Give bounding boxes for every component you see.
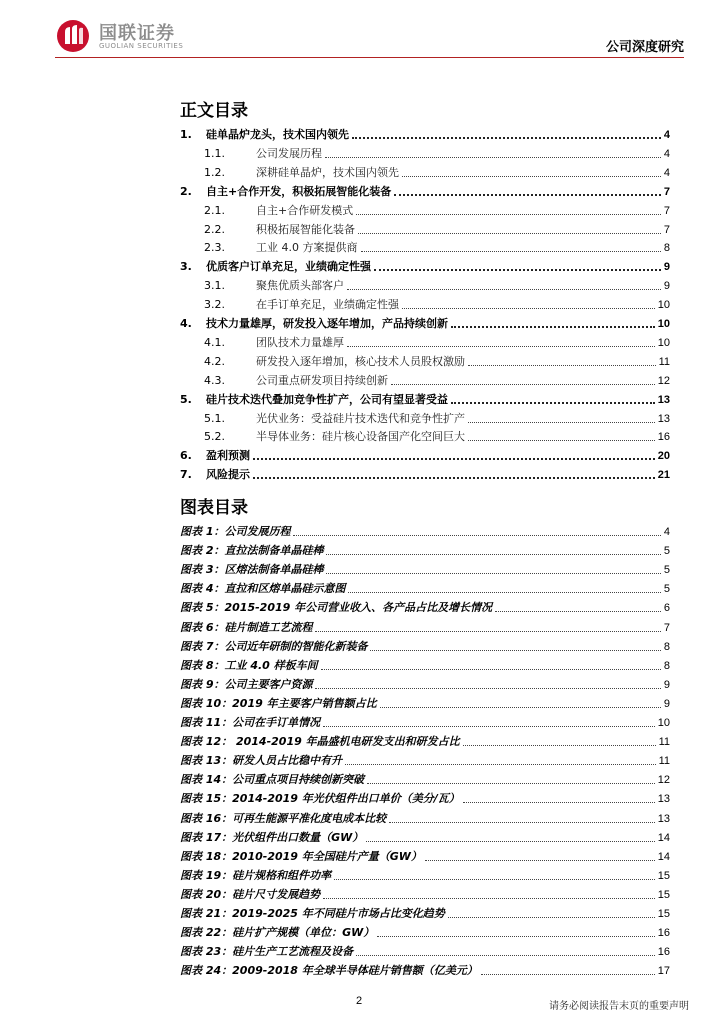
dot-leader [451,401,655,404]
entry-title: 硅单晶炉龙头，技术国内领先 [206,128,349,141]
dot-leader [315,630,660,632]
figures-heading: 图表目录 [180,498,248,518]
dot-leader [481,973,655,975]
entry-page-number: 7 [663,204,670,217]
entry-title: 图表 22：硅片扩产规模（单位：GW） [180,926,375,940]
dot-leader [370,649,660,651]
figure-entry[interactable] [180,693,670,711]
entry-page-number: 4 [663,147,670,160]
entry-number: 4.1. [204,335,225,349]
entry-title: 图表 13：研发人员占比稳中有升 [180,754,343,768]
entry-page-number: 4 [663,129,670,141]
toc-entry[interactable] [180,464,670,482]
entry-title: 公司发展历程 [256,146,322,160]
figure-entry[interactable] [180,808,670,826]
entry-title: 图表 17：光伏组件出口数量（GW） [180,830,364,844]
entry-number: 3. [180,260,192,274]
entry-page-number: 14 [657,831,670,844]
entry-number: 2.3. [204,241,225,255]
dot-leader [334,878,655,880]
entry-title: 积极拓展智能化装备 [256,222,355,236]
entry-page-number: 10 [657,318,670,330]
entry-number: 2.1. [204,203,225,217]
toc-entry[interactable] [180,313,670,331]
entry-title: 公司重点研发项目持续创新 [256,373,388,387]
entry-title: 工业 4.0 方案提供商 [256,241,358,255]
entry-page-number: 13 [657,412,670,425]
entry-page-number: 13 [657,793,670,806]
entry-title: 聚焦优质头部客户 [256,279,344,293]
figure-entry[interactable] [180,884,670,902]
disclaimer-note: 请务必阅读报告末页的重要声明 [549,1001,689,1012]
entry-number: 5.2. [204,430,225,444]
entry-title: 图表 16：可再生能源平准化度电成本比较 [180,811,387,825]
dot-leader [361,250,661,252]
figure-entry[interactable] [180,827,670,845]
figure-entry[interactable] [180,750,670,768]
entry-page-number: 17 [657,965,670,978]
figure-entry[interactable] [180,674,670,692]
entry-title: 优质客户订单充足，业绩确定性强 [206,260,371,274]
toc-entry[interactable] [180,124,670,142]
entry-number: 2.2. [204,222,225,236]
dot-leader [347,288,661,290]
header-divider [55,57,684,58]
figure-entry[interactable] [180,597,670,615]
entry-page-number: 7 [663,185,670,198]
entry-page-number: 15 [657,908,670,920]
toc-entry[interactable] [180,256,670,274]
dot-leader [315,687,660,689]
figure-entry[interactable] [180,788,670,806]
toc-entry[interactable] [180,219,670,237]
dot-leader [356,213,661,215]
dot-leader [253,476,655,479]
entry-title: 图表 5：2015-2019 年公司营业收入、各产品占比及增长情况 [180,601,493,615]
toc-entry[interactable] [180,389,670,407]
entry-title: 图表 24：2009-2018 年全球半导体硅片销售额（亿美元） [180,964,478,978]
entry-number: 1.1. [204,146,225,160]
dot-leader [323,725,655,727]
entry-title: 图表 9：公司主要客户资源 [180,677,313,691]
entry-title: 图表 4：直拉和区熔单晶硅示意图 [180,582,346,596]
entry-page-number: 14 [657,850,670,863]
entry-title: 盈利预测 [206,449,250,463]
page-header [0,0,724,60]
figure-entry[interactable] [180,578,670,596]
dot-leader [323,897,655,899]
figure-entry[interactable] [180,922,670,940]
entry-page-number: 7 [663,621,670,634]
toc-entry[interactable] [180,143,670,161]
entry-page-number: 16 [657,946,670,959]
entry-title: 自主+合作开发，积极拓展智能化装备 [206,184,392,198]
document-type: 公司深度研究 [605,40,684,55]
entry-number: 5.1. [204,411,225,425]
entry-title: 技术力量雄厚，研发投入逐年增加，产品持续创新 [206,317,448,330]
entry-page-number: 11 [658,755,670,768]
entry-title: 研发投入逐年增加，核心技术人员股权激励 [256,354,465,368]
figure-entry[interactable] [180,712,670,730]
dot-leader [394,193,661,196]
entry-page-number: 5 [663,583,670,596]
toc-entry[interactable] [180,181,670,199]
dot-leader [358,232,661,234]
dot-leader [495,610,661,612]
toc-entry[interactable] [180,445,670,463]
figure-entry[interactable] [180,636,670,654]
entry-title: 图表 20：硅片尺寸发展趋势 [180,887,321,901]
entry-title: 图表 11：公司在手订单情况 [180,716,321,729]
entry-page-number: 20 [657,450,670,463]
entry-title: 图表 1：公司发展历程 [180,525,291,538]
toc-entry[interactable] [180,294,670,312]
entry-title: 自主+合作研发模式 [256,203,354,217]
entry-page-number: 8 [663,659,670,672]
toc-entry[interactable] [180,237,670,255]
entry-page-number: 5 [663,545,670,558]
dot-leader [326,553,660,555]
entry-title: 图表 10：2019 年主要客户销售额占比 [180,696,377,710]
entry-title: 图表 12： 2014-2019 年晶盛机电研发支出和研发占比 [180,735,460,749]
toc-entry[interactable] [180,162,670,180]
toc-entry[interactable] [180,275,670,293]
entry-page-number: 10 [657,336,670,349]
entry-page-number: 16 [657,431,670,444]
entry-page-number: 8 [663,242,670,255]
dot-leader [326,572,660,574]
entry-page-number: 10 [657,299,670,312]
entry-page-number: 15 [657,888,670,901]
entry-number: 4. [180,317,192,330]
entry-page-number: 12 [657,774,670,787]
entry-page-number: 13 [657,812,670,825]
entry-title: 半导体业务：硅片核心设备国产化空间巨大 [256,430,465,444]
figure-entry[interactable] [180,846,670,864]
entry-page-number: 7 [663,223,670,236]
page-number: 2 [356,995,363,1007]
toc-entry[interactable] [180,370,670,388]
entry-title: 光伏业务：受益硅片技术迭代和竞争性扩产 [256,411,465,425]
dot-leader [448,916,655,918]
entry-page-number: 9 [663,261,670,274]
entry-page-number: 8 [663,640,670,653]
entry-title: 团队技术力量雄厚 [256,335,344,349]
figure-entry[interactable] [180,731,670,749]
toc-heading: 正文目录 [180,101,248,121]
entry-number: 6. [180,449,192,463]
dot-leader [367,782,655,784]
dot-leader [468,364,656,366]
entry-title: 图表 6：硅片制造工艺流程 [180,620,313,634]
dot-leader [468,421,655,423]
entry-title: 图表 14：公司重点项目持续创新突破 [180,773,365,787]
figure-entry[interactable] [180,617,670,635]
figure-entry[interactable] [180,865,670,883]
guolian-logo-icon [55,18,91,54]
entry-title: 图表 3：区熔法制备单晶硅棒 [180,563,324,577]
entry-page-number: 12 [657,374,670,387]
dot-leader [325,156,661,158]
entry-title: 图表 7：公司近年研制的智能化新装备 [180,639,368,653]
entry-page-number: 16 [657,927,670,940]
entry-number: 2. [180,184,192,198]
entry-page-number: 9 [663,280,670,293]
entry-page-number: 15 [657,869,670,882]
entry-number: 1. [180,128,192,141]
figure-entry[interactable] [180,559,670,577]
entry-title: 图表 2：直拉法制备单晶硅棒 [180,544,324,558]
entry-number: 7. [180,468,192,482]
dot-leader [402,175,661,177]
entry-title: 硅片技术迭代叠加竞争性扩产，公司有望显著受益 [206,392,448,406]
dot-leader [366,840,654,842]
dot-leader [348,591,660,593]
entry-title: 图表 23：硅片生产工艺流程及设备 [180,945,354,959]
figure-entry[interactable] [180,540,670,558]
entry-page-number: 9 [663,678,670,691]
entry-page-number: 9 [663,697,670,710]
toc-entry[interactable] [180,332,670,350]
entry-title: 图表 19：硅片规格和组件功率 [180,868,332,882]
dot-leader [356,954,655,956]
entry-page-number: 4 [663,526,670,538]
dot-leader [253,457,655,460]
dot-leader [402,307,655,309]
dot-leader [463,801,655,803]
entry-page-number: 11 [658,736,670,749]
entry-title: 图表 15：2014-2019 年光伏组件出口单价（美分/瓦） [180,792,460,806]
entry-title: 深耕硅单晶炉，技术国内领先 [256,165,399,179]
entry-title: 图表 21：2019-2025 年不同硅片市场占比变化趋势 [180,907,445,920]
dot-leader [391,383,655,385]
figure-entry[interactable] [180,769,670,787]
toc-entry[interactable] [180,200,670,218]
entry-page-number: 21 [657,469,670,482]
dot-leader [347,345,655,347]
entry-title: 图表 8：工业 4.0 样板车间 [180,658,318,672]
dot-leader [345,763,655,765]
dot-leader [321,668,661,670]
entry-page-number: 13 [657,393,670,406]
figure-entry[interactable] [180,960,670,978]
entry-number: 4.3. [204,373,225,387]
dot-leader [468,439,655,441]
entry-number: 5. [180,392,192,406]
entry-title: 图表 18：2010-2019 年全国硅片产量（GW） [180,849,422,863]
figure-entry[interactable] [180,941,670,959]
entry-page-number: 6 [663,602,670,615]
entry-page-number: 5 [663,564,670,577]
dot-leader [463,744,656,746]
entry-number: 4.2. [204,354,225,368]
dot-leader [425,859,655,861]
figure-entry[interactable] [180,903,670,921]
entry-number: 1.2. [204,165,225,179]
entry-page-number: 10 [657,717,670,729]
dot-leader [377,935,654,937]
entry-number: 3.1. [204,279,225,293]
entry-title: 风险提示 [206,468,250,482]
figure-entry[interactable] [180,655,670,673]
figure-entry[interactable] [180,521,670,539]
entry-title: 在手订单充足，业绩确定性强 [256,298,399,312]
dot-leader [352,136,661,139]
dot-leader [374,268,661,271]
logo-english-text: GUOLIAN SECURITIES [99,42,184,50]
entry-number: 3.2. [204,298,225,312]
dot-leader [389,821,655,823]
entry-page-number: 11 [658,355,670,368]
dot-leader [451,325,655,328]
dot-leader [380,706,661,708]
entry-page-number: 4 [663,166,670,179]
toc-entry[interactable] [180,408,670,426]
logo-chinese-text: 国联证券 [99,23,175,44]
toc-entry[interactable] [180,351,670,369]
toc-entry[interactable] [180,426,670,444]
company-logo [55,18,215,54]
dot-leader [293,534,660,536]
